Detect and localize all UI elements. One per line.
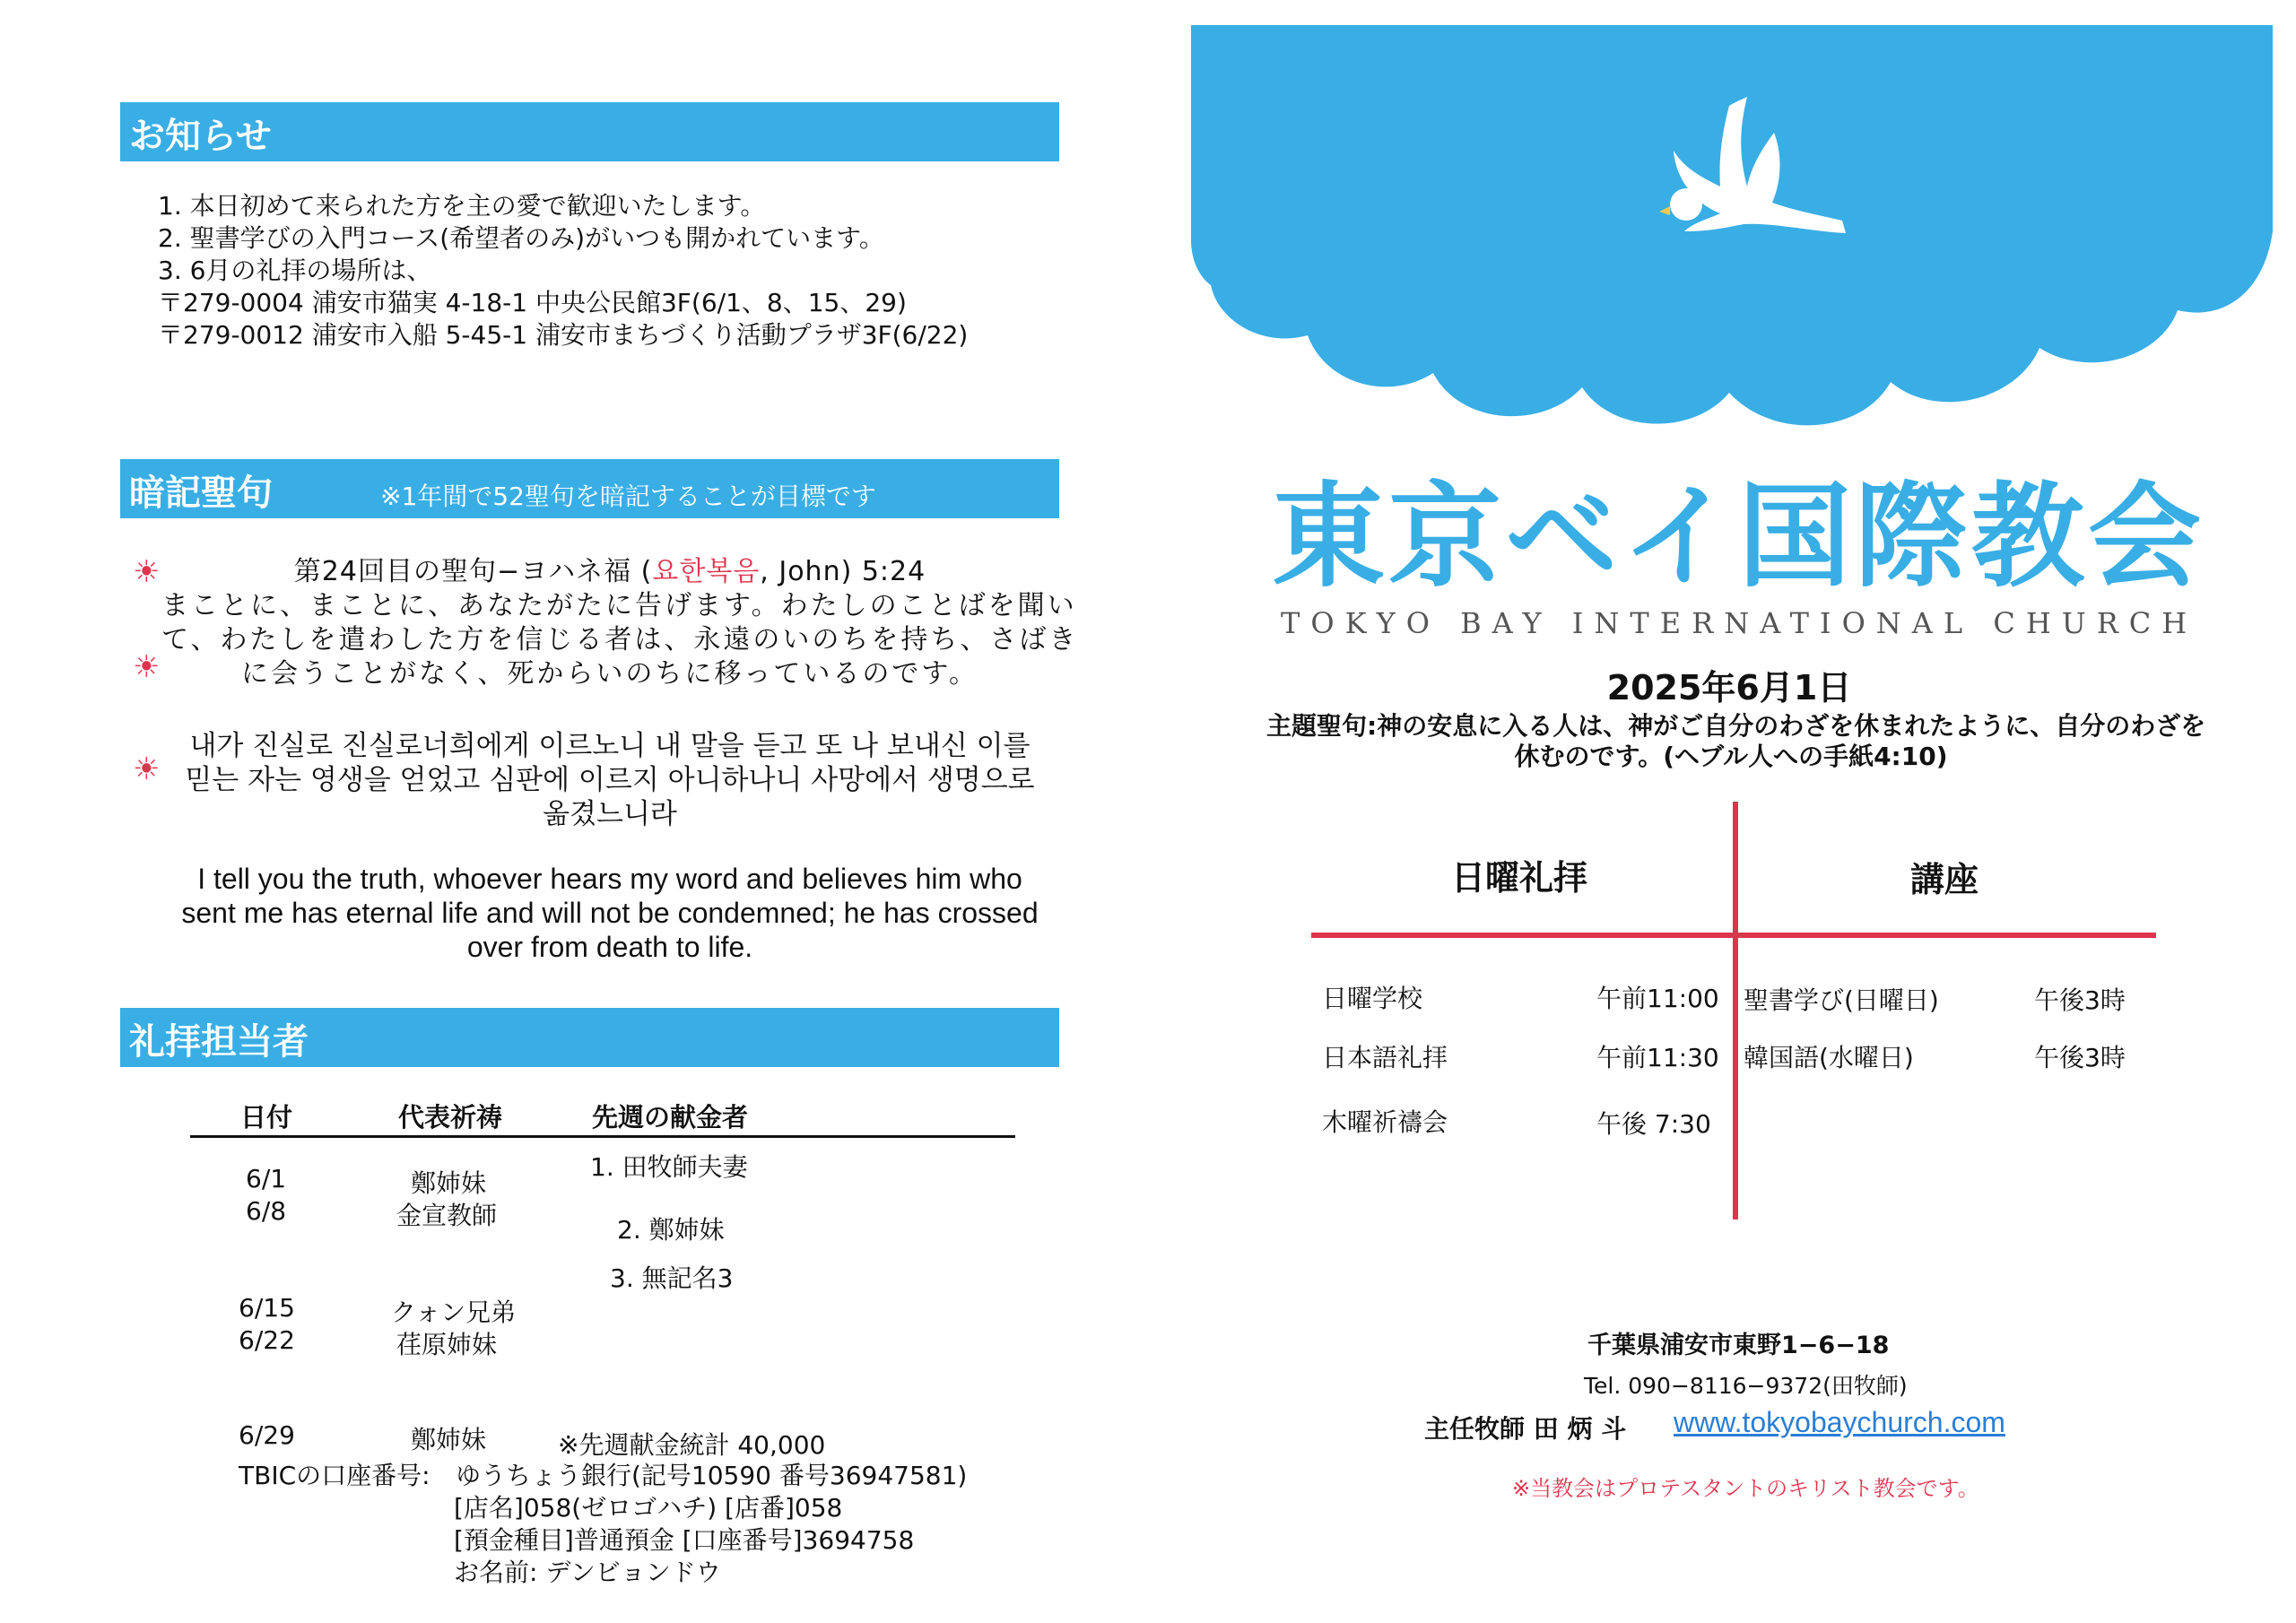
notices-header: お知らせ <box>129 116 272 157</box>
account-line: ゆうちょう銀行(記号10590 番号36947581) <box>456 1461 968 1490</box>
worship-staff-header: 礼拝担当者 <box>129 1021 309 1063</box>
sun-bullet-icon: ☀ <box>133 649 161 685</box>
schedule-item-name: 木曜祈禱会 <box>1322 1107 1448 1137</box>
pastor-name: 主任牧師 田 炳 斗 <box>1424 1414 1627 1444</box>
account-label: TBICの口座番号: <box>239 1461 430 1490</box>
row-date: 6/1 <box>246 1164 287 1193</box>
schedule-horizontal-line <box>1311 933 2156 938</box>
donor-item: 3. 無記名3 <box>610 1263 734 1293</box>
schedule-item-name: 日曜学校 <box>1322 984 1423 1013</box>
verse-japanese-line: に会うことがなく、死からいのちに移っているのです。 <box>241 658 978 690</box>
sunday-worship-header: 日曜礼拝 <box>1451 858 1588 898</box>
verse-korean-line: 내가 진실로 진실로너희에게 이르노니 내 말을 듣고 또 나 보내신 이를 <box>189 730 1031 762</box>
verse-english-line: over from death to life. <box>466 931 753 963</box>
sun-bullet-icon: ☀ <box>133 554 161 590</box>
course-item-name: 聖書学び(日曜日) <box>1744 985 1939 1015</box>
account-line: お名前: デンビョンドウ <box>454 1558 721 1587</box>
verse-reference-korean: 요한복음 <box>652 556 761 587</box>
verse-korean-line: 믿는 자는 영생을 얻었고 심판에 이르지 아니하나니 사망에서 생명으로 <box>185 764 1035 796</box>
table-divider <box>190 1135 1015 1138</box>
verse-reference-prefix: 第24回目の聖句−ヨハネ福 ( <box>293 556 653 587</box>
notice-item: 2. 聖書学びの入門コース(希望者のみ)がいつも開かれています。 <box>158 223 884 253</box>
verse-japanese-line: て、わたしを遣わした方を信じる者は、永遠のいのちを持ち、さばき <box>161 624 1079 655</box>
verse-japanese-line: まことに、まことに、あなたがたに告げます。わたしのことばを聞い <box>161 590 1077 621</box>
church-name-jp: 東京ベイ国際教会 <box>1272 471 2205 603</box>
column-header-prayer: 代表祈祷 <box>398 1102 503 1133</box>
column-header-donors: 先週の献金者 <box>592 1102 749 1133</box>
church-website-link[interactable]: www.tokyobaychurch.com <box>1674 1406 2005 1438</box>
schedule-item-time: 午後 7:30 <box>1596 1109 1711 1139</box>
donor-item: 2. 鄭姉妹 <box>617 1215 725 1245</box>
schedule-vertical-line <box>1733 802 1738 1219</box>
bulletin-date: 2025年6月1日 <box>1606 668 1852 707</box>
sun-bullet-icon: ☀ <box>133 751 161 787</box>
church-phone: Tel. 090−8116−9372(田牧師) <box>1584 1373 1908 1399</box>
row-date: 6/22 <box>239 1325 295 1355</box>
protestant-note: ※当教会はプロテスタントのキリスト教会です。 <box>1512 1476 1979 1501</box>
row-name: クォン兄弟 <box>391 1298 517 1327</box>
row-name: 荏原姉妹 <box>396 1330 498 1359</box>
notice-item: 〒279-0012 浦安市入船 5-45-1 浦安市まちづくり活動プラザ3F(6/22) <box>158 320 969 350</box>
row-name: 鄭姉妹 <box>411 1168 487 1198</box>
schedule-item-time: 午前11:30 <box>1596 1043 1719 1072</box>
account-line: [店名]058(ゼロゴハチ) [店番]058 <box>454 1493 843 1523</box>
notice-item: 1. 本日初めて来られた方を主の愛で歓迎いたします。 <box>158 191 766 221</box>
schedule-item-time: 午前11:00 <box>1596 984 1719 1013</box>
row-date: 6/8 <box>246 1196 287 1226</box>
verse-korean-line: 옮겼느니라 <box>543 798 677 830</box>
memory-verse-header-bar <box>120 459 1059 518</box>
row-name: 金宣教師 <box>396 1201 498 1230</box>
church-address: 千葉県浦安市東野1−6−18 <box>1587 1332 1890 1359</box>
theme-verse-line: 休むのです。(ヘブル人への手紙4:10) <box>1514 742 1948 771</box>
verse-english-line: I tell you the truth, whoever hears my word and believes him who <box>197 863 1022 895</box>
row-date: 6/15 <box>239 1293 295 1323</box>
theme-verse-line: 主題聖句:神の安息に入る人は、神がご自分のわざを休まれたように、自分のわざを <box>1266 711 2206 741</box>
notices-header-bar <box>120 102 1059 161</box>
account-line: [預金種目]普通預金 [口座番号]3694758 <box>454 1525 915 1555</box>
worship-staff-header-bar <box>120 1008 1059 1067</box>
courses-header: 講座 <box>1910 860 1979 899</box>
row-name: 鄭姉妹 <box>411 1425 487 1454</box>
verse-english-line: sent me has eternal life and will not be condemned; he has crossed <box>181 897 1039 929</box>
memory-verse-note: ※1年間で52聖句を暗記することが目標です <box>380 482 876 511</box>
memory-verse-header: 暗記聖句 <box>129 473 273 514</box>
row-date: 6/29 <box>239 1420 295 1450</box>
cloud-sky-banner <box>1191 25 2273 438</box>
notice-item: 〒279-0004 浦安市猫実 4-18-1 中央公民館3F(6/1、8、15、29) <box>158 288 907 317</box>
course-item-time: 午後3時 <box>2034 1043 2126 1072</box>
notice-item: 3. 6月の礼拝の場所は、 <box>158 256 432 285</box>
column-header-date: 日付 <box>240 1102 293 1133</box>
schedule-item-name: 日本語礼拝 <box>1322 1043 1448 1072</box>
course-item-name: 韓国語(水曜日) <box>1744 1043 1914 1072</box>
course-item-time: 午後3時 <box>2034 985 2126 1015</box>
offering-total: ※先週献金統計 40,000 <box>558 1430 826 1460</box>
church-name-en: TOKYO BAY INTERNATIONAL CHURCH <box>1281 606 2198 640</box>
verse-reference-suffix: , John) 5:24 <box>760 556 926 587</box>
donor-item: 1. 田牧師夫妻 <box>590 1152 748 1182</box>
